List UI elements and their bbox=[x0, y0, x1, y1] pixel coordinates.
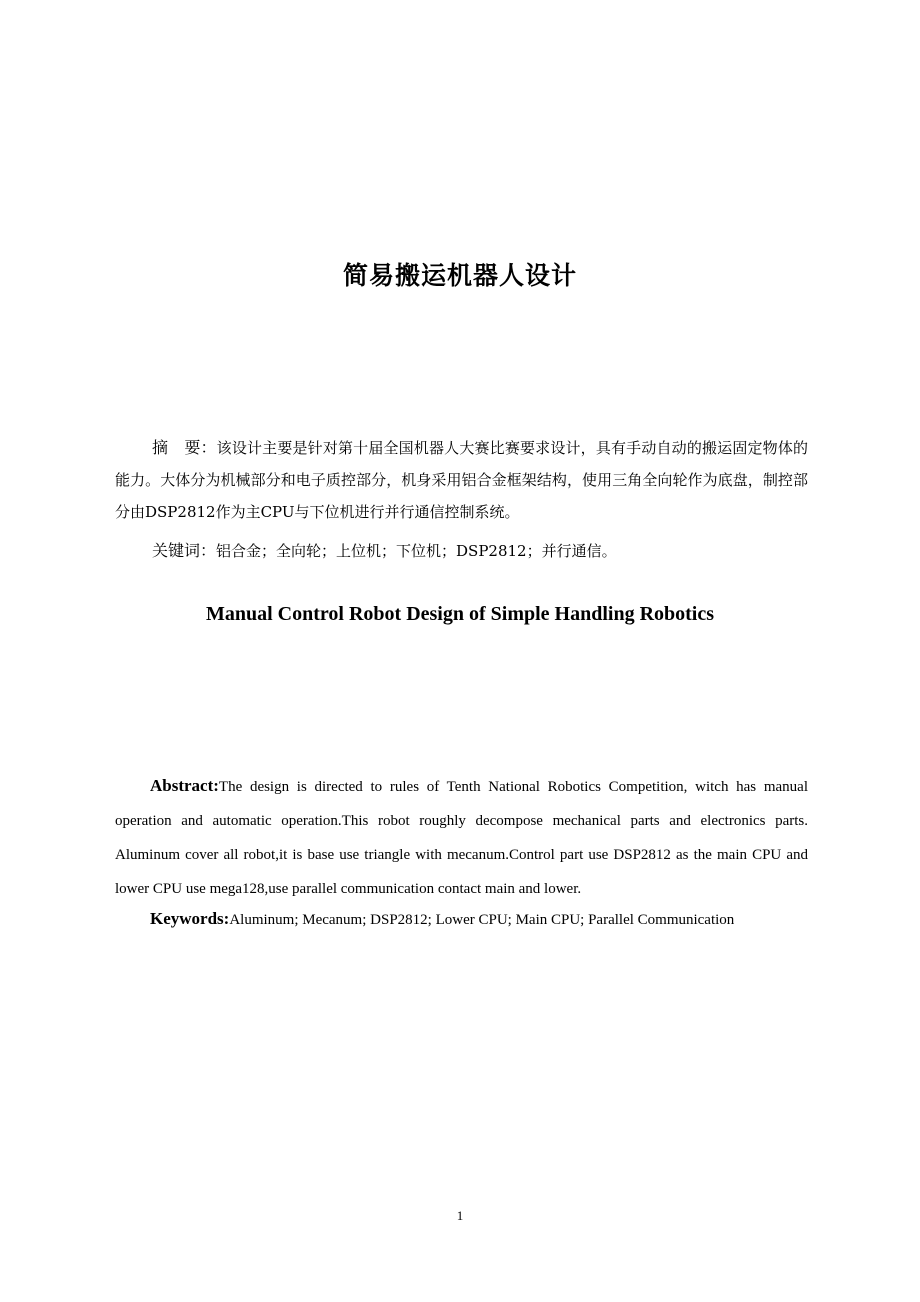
chinese-abstract bbox=[115, 432, 808, 528]
page-number: 1 bbox=[456, 1208, 464, 1223]
chinese-abstract-text: 该设计主要是针对第十届全国机器人大赛比赛要求设计，具有手动自动的搬运固定物体的能力。大体分为机械部分和电子质控部分，机身采用铝合金框架结构，使用三角全向轮作为底盘，制控部分由DSP2812作为主CPU与下位机进行并行通信控制系统。 bbox=[115, 439, 808, 521]
english-keywords-text: Aluminum; Mecanum; DSP2812; Lower CPU; Main CPU; Parallel Communication bbox=[229, 912, 735, 928]
english-keywords-label: Keywords: bbox=[150, 909, 230, 928]
english-abstract-label: Abstract: bbox=[150, 776, 219, 795]
chinese-keywords-text: 铝合金；全向轮；上位机；下位机；DSP2812；并行通信。 bbox=[216, 542, 617, 560]
english-title: Manual Control Robot Design of Simple Handling Robotics bbox=[205, 603, 715, 625]
chinese-title: 简易搬运机器人设计 bbox=[342, 261, 577, 290]
chinese-keywords-label: 关键词： bbox=[152, 541, 217, 560]
english-abstract-paragraph bbox=[115, 769, 808, 906]
english-keywords bbox=[150, 905, 734, 934]
english-abstract bbox=[115, 769, 808, 906]
chinese-abstract-label: 摘 要： bbox=[152, 438, 217, 457]
chinese-keywords bbox=[152, 535, 617, 567]
english-abstract-text: The design is directed to rules of Tenth National Robotics Competition, witch has manual operation and automatic operation.This robot roughly decompose mechanical parts and electronics parts. Aluminum cover all robot,it is base use triangle with mecanum.Control part use DSP2812 as the main CPU and lower CPU use mega128,use parallel communication contact main and lower. bbox=[115, 779, 808, 897]
chinese-abstract-paragraph bbox=[115, 432, 808, 528]
